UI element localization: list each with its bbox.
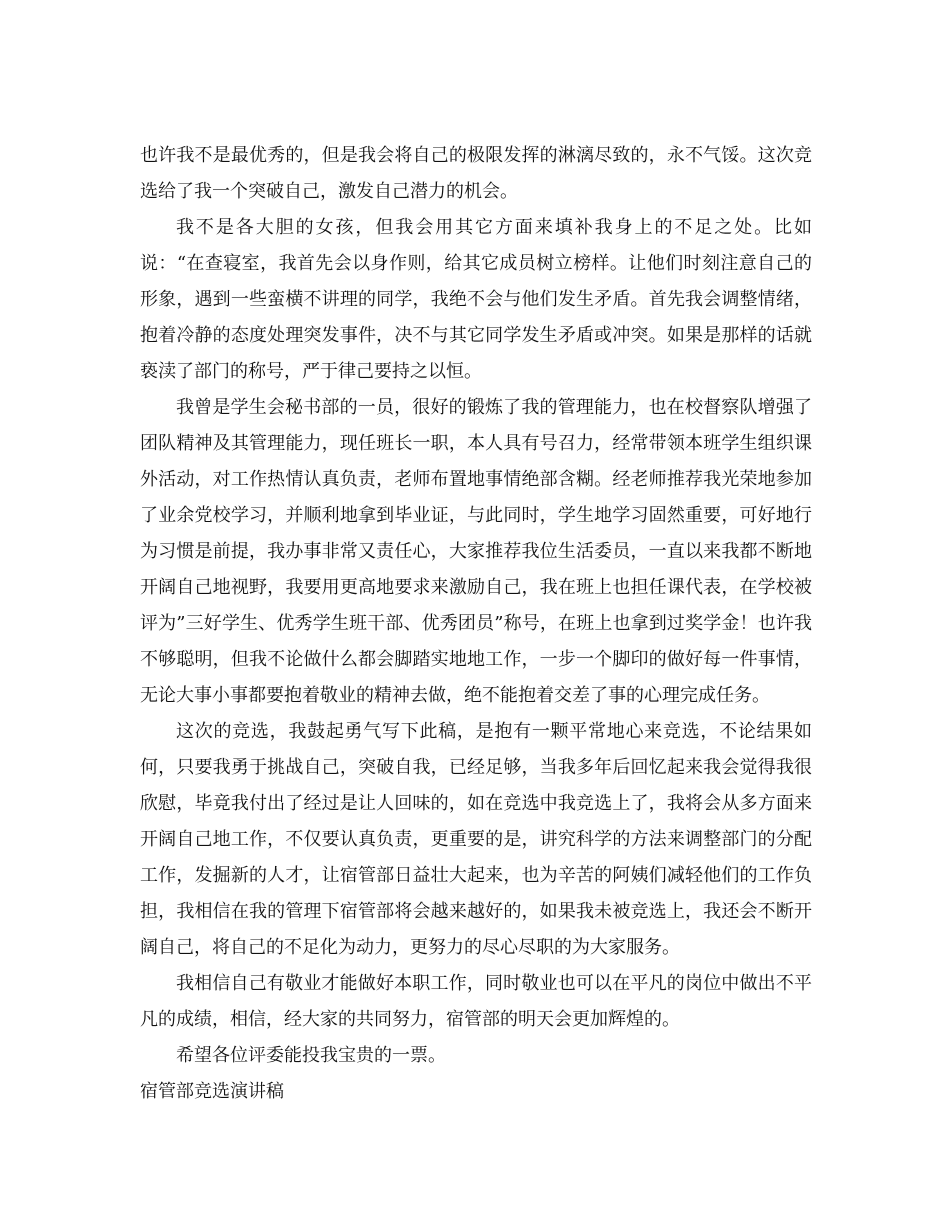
paragraph-experience: 我曾是学生会秘书部的一员，很好的锻炼了我的管理能力，也在校督察队增强了团队精神及其管理能力，现任班长一职，本人具有号召力，经常带领本班学生组织课外活动，对工作热情认真负责，老师布置地事情绝部含糊。经老师推荐我光荣地参加了业余党校学习，并顺利地拿到毕业证，与此同时，学生地学习固然重要，可好地行为习惯是前提，我办事非常又责任心，大家推荐我位生活委员，一直以来我都不断地开阔自己地视野，我要用更高地要求来激励自己，我在班上也担任课代表，在学校被评为”三好学生、优秀学生班干部、优秀团员”称号，在班上也拿到过奖学金！也许我不够聪明，但我不论做什么都会脚踏实地地工作，一步一个脚印的做好每一件事情，无论大事小事都要抱着敬业的精神去做，绝不能抱着交差了事的心理完成任务。 [140,397,812,706]
paragraph-closing: 希望各位评委能投我宝贵的一票。 [176,1045,446,1066]
paragraph-campaign: 这次的竞选，我鼓起勇气写下此稿，是抱有一颗平常地心来竞选，不论结果如何，只要我勇于挑战自己，突破自我，已经足够，当我多年后回忆起来我会觉得我很欣慰，毕竟我付出了经过是让人回味的，如在竞选中我竞选上了，我将会从多方面来开阔自己地工作，不仅要认真负责，更重要的是，讲究科学的方法来调整部门的分配工作，发掘新的人才，让宿管部日益壮大起来，也为辛苦的阿姨们减轻他们的工作负担，我相信在我的管理下宿管部将会越来越好的，如果我未被竞选上，我还会不断开阔自己，将自己的不足化为动力，更努力的尽心尽职的为大家服务。 [140,721,812,958]
paragraph-continuation: 也许我不是最优秀的，但是我会将自己的极限发挥的淋漓尽致的，永不气馁。这次竞选给了我一个突破自己，激发自己潜力的机会。 [140,145,812,202]
paragraph-personality: 我不是各大胆的女孩，但我会用其它方面来填补我身上的不足之处。比如说：“在查寝室，我首先会以身作则，给其它成员树立榜样。让他们时刻注意自己的形象，遇到一些蛮横不讲理的同学，我绝不会与他们发生矛盾。首先我会调整情绪，抱着冷静的态度处理突发事件，决不与其它同学发生矛盾或冲突。如果是那样的话就亵渎了部门的称号，严于律己要持之以恒。 [140,217,812,382]
document-title-footer: 宿管部竞选演讲稿 [140,1081,284,1102]
document-body [140,138,812,1110]
paragraph-belief: 我相信自己有敬业才能做好本职工作，同时敬业也可以在平凡的岗位中做出不平凡的成绩，相信，经大家的共同努力，宿管部的明天会更加辉煌的。 [140,973,812,1030]
